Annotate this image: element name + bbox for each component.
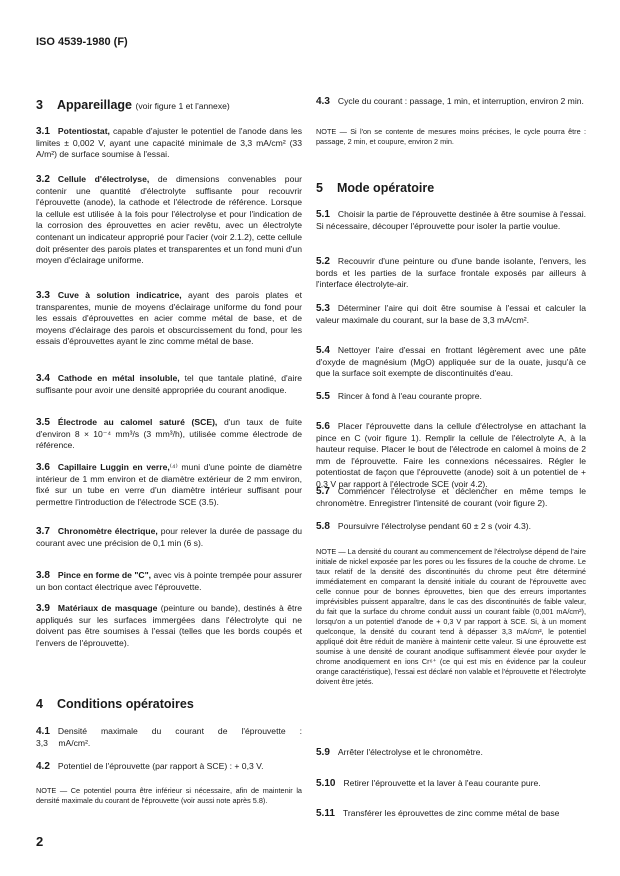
note-4-2: NOTE — Ce potentiel pourra être inférieur si nécessaire, afin de maintenir la densité maximale du courant de l'éprouvette (voir aussi note après 5.8). <box>36 786 302 805</box>
clause-5-9 <box>316 747 586 759</box>
clause-title: Cellule d'électrolyse, <box>57 174 150 184</box>
clause-5-11 <box>316 808 586 820</box>
section-number: 5 <box>316 181 323 195</box>
clause-text: Commencer l'électrolyse et déclencher en même temps le chronomètre. Enregistrer l'intensité de courant (voir figure 2). <box>316 486 586 508</box>
note-4-3: NOTE — Si l'on se contente de mesures moins précises, le cycle pourra être : passage, 2 min, et coupure, environ 2 min. <box>316 127 586 146</box>
clause-5-8 <box>316 521 586 533</box>
clause-text: tel que tantale platiné, d'aire suffisante pour avoir une densité appropriée du courant anodique. <box>36 373 303 395</box>
clause-number: 3.3 <box>36 290 50 301</box>
clause-text: Arrêter l'électrolyse et le chronomètre. <box>337 747 483 757</box>
clause-title: Matériaux de masquage <box>57 603 158 613</box>
clause-5-6 <box>316 421 586 491</box>
clause-number: 5.6 <box>316 421 330 432</box>
clause-3-8 <box>36 570 302 593</box>
clause-number: 4.3 <box>316 96 330 107</box>
clause-number: 4.2 <box>36 761 50 772</box>
section-3-heading <box>36 98 230 112</box>
clause-text: Recouvrir d'une peinture ou d'une bande isolante, l'envers, les bords et les parties de la surface frontale exposés par ailleurs à l'interface électrolyte-air. <box>316 256 586 290</box>
clause-number: 5.5 <box>316 391 330 402</box>
clause-text: ⁽⁴⁾ muni d'une pointe de diamètre intérieur de 1 mm environ et de diamètre extérieur de 2 mm environ, fixé sur un tube en verre d'un diamètre intérieur suffisant pour permettre l'introduction de l'électrode SCE (3.5). <box>36 462 302 507</box>
clause-3-3 <box>36 290 302 348</box>
clause-3-5 <box>36 417 302 452</box>
clause-3-7 <box>36 526 302 549</box>
section-4-heading <box>36 697 194 711</box>
clause-number: 3.1 <box>36 126 50 137</box>
clause-text: Choisir la partie de l'éprouvette destinée à être soumise à l'essai. Si nécessaire, découper l'éprouvette pour isoler la partie voulue. <box>316 209 586 231</box>
clause-text: d'un taux de fuite d'environ 8 × 10⁻⁴ mm³/s (3 mm³/h), utilisée comme électrode de référence. <box>36 417 302 451</box>
section-title: Conditions opératoires <box>56 697 194 711</box>
section-5-heading <box>316 181 586 195</box>
clause-text: Transférer les éprouvettes de zinc comme métal de base <box>342 808 560 818</box>
clause-4-2 <box>36 761 302 773</box>
clause-number: 5.10 <box>316 778 336 789</box>
clause-number: 3.8 <box>36 570 50 581</box>
clause-number: 5.7 <box>316 486 330 497</box>
document-header: ISO 4539-1980 (F) <box>36 36 128 48</box>
clause-title: Cuve à solution indicatrice, <box>57 290 182 300</box>
clause-3-6 <box>36 462 302 508</box>
clause-number: 3.9 <box>36 603 50 614</box>
clause-number: 3.5 <box>36 417 50 428</box>
section-title: Appareillage <box>56 98 132 112</box>
clause-text: Déterminer l'aire qui doit être soumise à l'essai et calculer la valeur maximale du courant, sur la base de 3,3 mA/cm². <box>316 303 586 325</box>
section-number: 4 <box>36 697 43 711</box>
clause-text: Placer l'éprouvette dans la cellule d'électrolyse en attachant la pince en C (voir figure 1). Remplir la cellule de l'électrolyte A, à la hauteur requise. Placer le bout de l'électrode en calomel à moins de 2 mm de l'éprouvette. Faire les connexions nécessaires. Régler le potentiostat de façon que l'éprouvette (anode) soit à un potentiel de + 0,3 V par rapport à l'électrode SCE (voir 4.2). <box>316 421 586 489</box>
clause-number: 5.2 <box>316 256 330 267</box>
section-number: 3 <box>36 98 43 112</box>
clause-5-2 <box>316 256 586 291</box>
clause-5-1 <box>316 209 586 232</box>
clause-5-4 <box>316 345 586 380</box>
clause-text: Cycle du courant : passage, 1 min, et interruption, environ 2 min. <box>337 96 584 106</box>
clause-4-3 <box>316 96 586 108</box>
clause-text: Densité maximale du courant de l'éprouvette : 3,3 mA/cm². <box>36 726 302 748</box>
clause-3-2 <box>36 174 302 267</box>
clause-5-5 <box>316 391 586 403</box>
clause-3-1 <box>36 126 302 161</box>
clause-title: Capillaire Luggin en verre, <box>57 462 170 472</box>
section-title: Mode opératoire <box>336 181 435 195</box>
clause-text: Nettoyer l'aire d'essai en frottant légèrement avec une pâte d'oxyde de magnésium (MgO) appliquée sur de la ouate, jusqu'à ce que la surface soit exempte de discontinuités d'eau. <box>316 345 586 379</box>
clause-text: de dimensions convenables pour contenir une quantité d'électrolyte suffisante pour recouvrir l'éprouvette (anode), la cathode et l'électrode de référence. Lorsque la cellule est utilisée à la fois pour l'électrolyse et pour l'indication de la corrosion des éprouvettes en acier revêtu, avec un électrolyte contenant un indicateur approprié pour l'acier (voir 2.1.2), cette cellule doit présenter des parois plates et transparentes et un fond muni d'un moyen d'éclairage uniforme. <box>36 174 302 266</box>
section-subtitle: (voir figure 1 et l'annexe) <box>135 101 230 111</box>
clause-number: 5.4 <box>316 345 330 356</box>
clause-text: capable d'ajuster le potentiel de l'anode dans les limites ± 0,002 V, ayant une capacité minimale de 3,3 mA/cm² (33 A/m²) de surface soumise à l'essai. <box>36 126 302 160</box>
note-5-8: NOTE — La densité du courant au commencement de l'électrolyse dépend de l'aire initiale de nickel exposée par les pores ou les fissures de la couche de chrome. Le taux relatif de la densité des discontinuités du chrome peut être déterminé immédiatement en comparant la densité initiale du courant de l'éprouvette avec celle connue pour de bonnes éprouvettes, bien que des erreurs importantes imprévisibles puissent apparaître, dans le cas des discontinuités de faible valeur, du fait que la surface du chrome conduit aussi un courant faible (0,001 mA/cm²), lorsqu'on a un potentiel d'anode de + 0,3 V par rapport à SCE. Si, à un moment quelconque, la densité du courant tend à dépasser 3,3 mA/cm², le potentiel appliqué doit être réduit de manière à maintenir cette valeur. Si une éprouvette est soumise à une densité de courant anodique suffisamment élevée pour oxyder le chrome anodiquement en ions Cr⁶⁺ (ce qui est mis en évidence par la couleur orange caractéristique), l'essai est déclaré non valable et l'éprouvette et l'électrolyte doivent être jetés. <box>316 547 586 686</box>
clause-number: 3.6 <box>36 462 50 473</box>
clause-number: 3.7 <box>36 526 50 537</box>
clause-number: 4.1 <box>36 726 50 737</box>
clause-text: ayant des parois plates et transparentes, munie de moyens d'éclairage uniforme du fond pour les essais d'éprouvettes en acier comme métal de base, et de moyens d'éclairage des parois et obscurcissement du fond, pour les essais d'éprouvettes ayant le zinc comme métal de base. <box>36 290 302 347</box>
clause-5-7 <box>316 486 586 509</box>
clause-title: Électrode au calomel saturé (SCE), <box>57 417 218 427</box>
clause-title: Potentiostat, <box>57 126 110 136</box>
clause-4-1 <box>36 726 302 749</box>
clause-number: 5.11 <box>316 808 335 819</box>
clause-number: 3.2 <box>36 174 50 185</box>
clause-title: Chronomètre électrique, <box>57 526 158 536</box>
clause-text: Rincer à fond à l'eau courante propre. <box>337 391 482 401</box>
clause-text: Potentiel de l'éprouvette (par rapport à SCE) : + 0,3 V. <box>57 761 264 771</box>
clause-text: Poursuivre l'électrolyse pendant 60 ± 2 s (voir 4.3). <box>337 521 532 531</box>
clause-3-4 <box>36 373 302 396</box>
clause-3-9 <box>36 603 302 649</box>
clause-text: avec vis à pointe trempée pour assurer un bon contact électrique avec l'éprouvette. <box>36 570 303 592</box>
page-number: 2 <box>36 834 44 849</box>
clause-title: Pince en forme de "C", <box>57 570 152 580</box>
clause-number: 5.8 <box>316 521 330 532</box>
clause-number: 3.4 <box>36 373 50 384</box>
clause-number: 5.3 <box>316 303 330 314</box>
clause-text: Retirer l'éprouvette et la laver à l'eau courante pure. <box>343 778 541 788</box>
clause-title: Cathode en métal insoluble, <box>57 373 180 383</box>
clause-text: pour relever la durée de passage du courant avec une précision de 0,1 min (6 s). <box>36 526 302 548</box>
clause-5-3 <box>316 303 586 326</box>
clause-text: (peinture ou bande), destinés à être appliqués sur les surfaces immergées dans l'électrolyte qui ne doivent pas être soumises à l'essai (telles que les bords coupés et l'envers de l'éprouvette). <box>36 603 303 648</box>
clause-5-10 <box>316 778 586 790</box>
clause-number: 5.1 <box>316 209 330 220</box>
clause-number: 5.9 <box>316 747 330 758</box>
